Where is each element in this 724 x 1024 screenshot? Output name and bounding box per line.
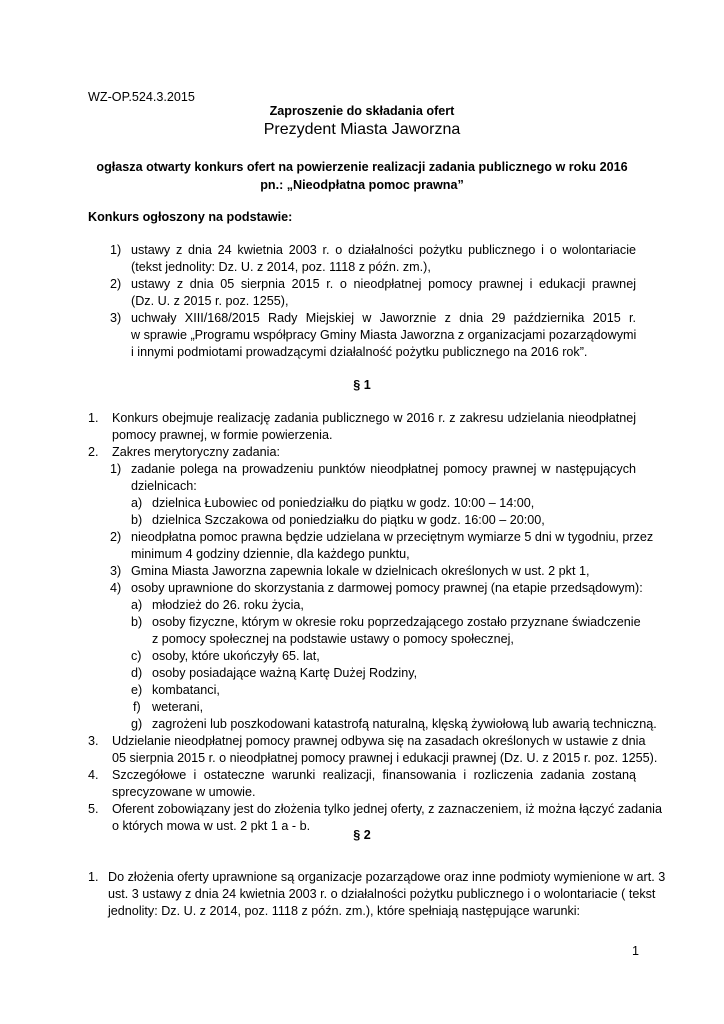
paragraph-number: 4. <box>88 768 99 782</box>
basis-heading: Konkurs ogłoszony na podstawie: <box>88 210 293 224</box>
basis-item-text: ustawy z dnia 05 sierpnia 2015 r. o nieodpłatnej pomocy prawnej i edukacji prawnej <box>131 277 636 291</box>
list-number: 1) <box>110 462 122 476</box>
basis-item-number: 1) <box>110 243 122 257</box>
list-text: zadanie polega na prowadzeniu punktów nieodpłatnej pomocy prawnej w następujących <box>131 462 636 476</box>
paragraph-number: 1. <box>88 870 99 884</box>
paragraph-text: Udzielanie nieodpłatnej pomocy prawnej odbywa się na zasadach określonych w ustawie z dnia <box>112 734 646 748</box>
paragraph-number: 2. <box>88 445 99 459</box>
list-number: 2) <box>110 530 122 544</box>
sub-item-text: weterani, <box>152 700 204 714</box>
paragraph-text: pomocy prawnej, w formie powierzenia. <box>112 428 333 442</box>
basis-item-text: w sprawie „Programu współpracy Gminy Miasta Jaworzna z organizacjami pozarządowymi <box>131 328 637 342</box>
announcement-line-1: ogłasza otwarty konkurs ofert na powierzenie realizacji zadania publicznego w roku 2016 <box>96 160 628 174</box>
sub-item-letter: a) <box>131 496 143 510</box>
sub-item-text: osoby, które ukończyły 65. lat, <box>152 649 320 663</box>
list-number: 4) <box>110 581 122 595</box>
document-reference: WZ-OP.524.3.2015 <box>88 90 195 104</box>
list-text: dzielnicach: <box>131 479 197 493</box>
sub-item-text: dzielnica Szczakowa od poniedziałku do piątku w godz. 16:00 – 20:00, <box>152 513 545 527</box>
announcement-line-2: pn.: „Nieodpłatna pomoc prawna” <box>260 178 464 192</box>
basis-item-text: uchwały XIII/168/2015 Rady Miejskiej w Jaworznie z dnia 29 października 2015 r. <box>131 311 636 325</box>
list-text: osoby uprawnione do skorzystania z darmowej pomocy prawnej (na etapie przedsądowym): <box>131 581 643 595</box>
sub-item-text: kombatanci, <box>152 683 220 697</box>
paragraph-number: 3. <box>88 734 99 748</box>
basis-item-text: (Dz. U. z 2015 r. poz. 1255), <box>131 294 289 308</box>
sub-item-text: zagrożeni lub poszkodowani katastrofą naturalną, klęską żywiołową lub awarią techniczną. <box>152 717 657 731</box>
sub-item-text: z pomocy społecznej na podstawie ustawy o pomocy społecznej, <box>152 632 514 646</box>
section-2-heading: § 2 <box>353 828 371 842</box>
sub-item-letter: b) <box>131 513 143 527</box>
paragraph-text: o których mowa w ust. 2 pkt 1 a - b. <box>112 819 311 833</box>
basis-item-number: 2) <box>110 277 122 291</box>
basis-item-number: 3) <box>110 311 122 325</box>
invitation-heading: Zaproszenie do składania ofert <box>269 104 455 118</box>
paragraph-text: Zakres merytoryczny zadania: <box>112 445 280 459</box>
sub-item-letter: f) <box>133 700 141 714</box>
list-number: 3) <box>110 564 122 578</box>
section-1-heading: § 1 <box>353 378 371 392</box>
authority-title: Prezydent Miasta Jaworzna <box>263 121 461 138</box>
sub-item-text: dzielnica Łubowiec od poniedziałku do piątku w godz. 10:00 – 14:00, <box>152 496 535 510</box>
paragraph-number: 5. <box>88 802 99 816</box>
sub-item-letter: e) <box>131 683 143 697</box>
page-number: 1 <box>632 944 640 958</box>
paragraph-text: sprecyzowane w umowie. <box>112 785 256 799</box>
sub-item-letter: b) <box>131 615 143 629</box>
sub-item-text: osoby fizyczne, którym w okresie roku poprzedzającego zostało przyznane świadczenie <box>152 615 641 629</box>
sub-item-text: młodzież do 26. roku życia, <box>152 598 304 612</box>
basis-item-text: ustawy z dnia 24 kwietnia 2003 r. o działalności pożytku publicznego i o wolontariacie <box>131 243 636 257</box>
sub-item-letter: a) <box>131 598 143 612</box>
paragraph-text: 05 sierpnia 2015 r. o nieodpłatnej pomocy prawnej i edukacji prawnej (Dz. U. z 2015 r. poz. 1255). <box>112 751 658 765</box>
sub-item-text: osoby posiadające ważną Kartę Dużej Rodziny, <box>152 666 418 680</box>
sub-item-letter: g) <box>131 717 143 731</box>
paragraph-text: jednolity: Dz. U. z 2014, poz. 1118 z późn. zm.), które spełniają następujące warunki: <box>108 904 581 918</box>
list-text: Gmina Miasta Jaworzna zapewnia lokale w dzielnicach określonych w ust. 2 pkt 1, <box>131 564 590 578</box>
sub-item-letter: d) <box>131 666 143 680</box>
paragraph-text: Konkurs obejmuje realizację zadania publicznego w 2016 r. z zakresu udzielania nieodpłatnej <box>112 411 636 425</box>
paragraph-text: Do złożenia oferty uprawnione są organizacje pozarządowe oraz inne podmioty wymienione w art. 3 <box>108 870 666 884</box>
list-text: minimum 4 godziny dziennie, dla każdego punktu, <box>131 547 410 561</box>
list-text: nieodpłatna pomoc prawna będzie udzielana w przeciętnym wymiarze 5 dni w tygodniu, przez <box>131 530 654 544</box>
paragraph-text: Oferent zobowiązany jest do złożenia tylko jednej oferty, z zaznaczeniem, iż można łączyć zadania <box>112 802 662 816</box>
basis-item-text: (tekst jednolity: Dz. U. z 2014, poz. 1118 z późn. zm.), <box>131 260 431 274</box>
basis-item-text: i innymi podmiotami prowadzącymi działalność pożytku publicznego na 2016 rok”. <box>131 345 588 359</box>
paragraph-text: Szczegółowe i ostateczne warunki realizacji, finansowania i rozliczenia zadania zostaną <box>112 768 636 782</box>
paragraph-text: ust. 3 ustawy z dnia 24 kwietnia 2003 r. o działalności pożytku publicznego i o wolontariacie ( tekst <box>108 887 656 901</box>
sub-item-letter: c) <box>131 649 142 663</box>
paragraph-number: 1. <box>88 411 99 425</box>
